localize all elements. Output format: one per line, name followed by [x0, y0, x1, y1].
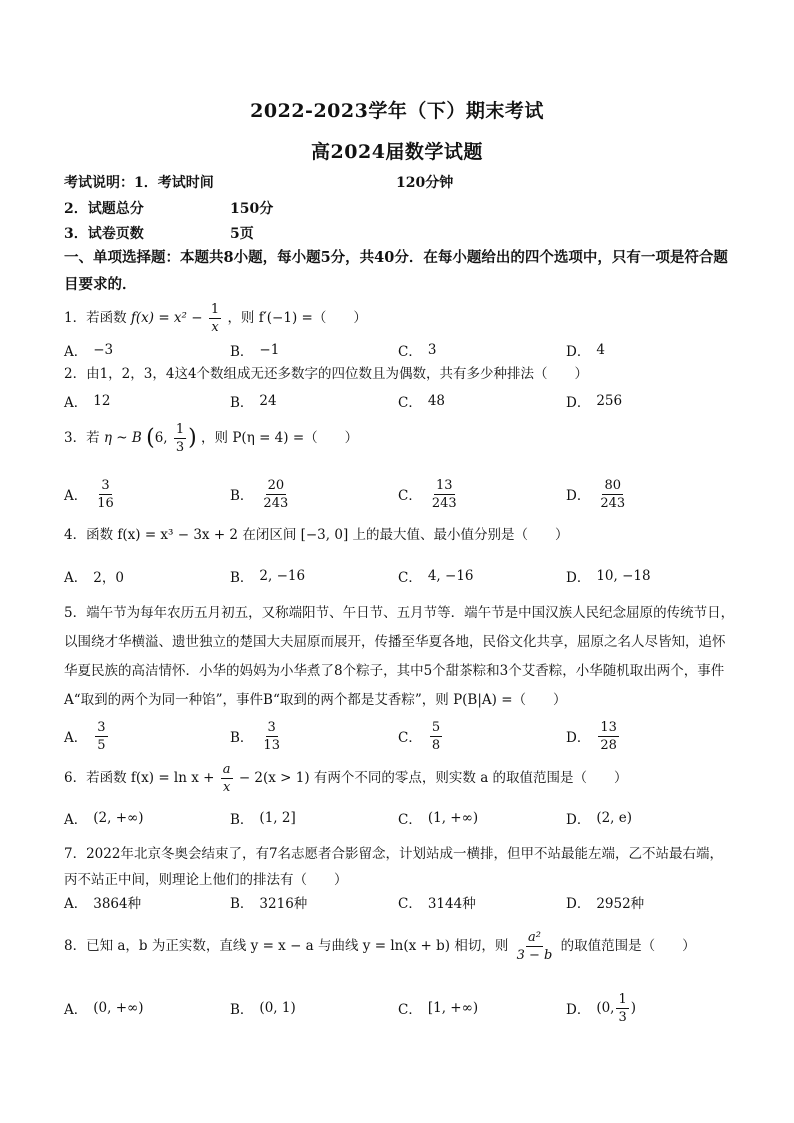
option-c[interactable]: [398, 556, 474, 596]
fraction-denominator: 3: [618, 1009, 627, 1025]
option-value: 12: [93, 393, 111, 409]
fraction-numerator: 13: [435, 477, 453, 493]
fraction-denominator: 5: [97, 737, 106, 753]
question-8-suffix: 的取值范围是（ ）: [560, 938, 696, 954]
option-fraction: [95, 478, 116, 511]
fraction-numerator: 1: [618, 991, 627, 1007]
info-label: 3．试卷页数: [64, 226, 144, 242]
option-label: B．: [230, 730, 254, 746]
question-1-prefix: 1．若函数: [64, 310, 127, 326]
option-value: 10, −18: [596, 568, 651, 584]
option-value: [1, +∞): [427, 1000, 479, 1016]
option-value-prefix: (0,: [596, 1000, 615, 1016]
question-3-suffix: ，则 P(η = 4) =（ ）: [201, 430, 359, 446]
question-6: [64, 762, 736, 795]
option-b[interactable]: [230, 798, 296, 838]
info-label: 2．试题总分: [64, 201, 144, 217]
question-6-prefix: 6．若函数 f(x) = ln x +: [64, 770, 215, 786]
option-fraction: [430, 720, 442, 753]
option-label: B．: [230, 395, 254, 411]
question-1-function: f(x) = x² −: [130, 310, 203, 326]
option-label: C．: [398, 395, 422, 411]
option-c[interactable]: [398, 716, 444, 756]
option-fraction: [598, 478, 627, 511]
option-c[interactable]: [398, 798, 478, 838]
option-label: C．: [398, 488, 422, 504]
option-label: C．: [398, 344, 422, 360]
fraction-numerator: 3: [267, 719, 276, 735]
option-label: C．: [398, 812, 422, 828]
option-a[interactable]: [64, 474, 118, 514]
question-5-options: [64, 716, 744, 756]
option-b[interactable]: [230, 882, 307, 922]
option-fraction: [261, 478, 290, 511]
question-8-fraction: [515, 930, 555, 963]
option-label: A．: [64, 730, 88, 746]
question-7-options: [64, 882, 744, 922]
fraction-denominator: 243: [431, 495, 457, 511]
option-label: B．: [230, 896, 254, 912]
option-d[interactable]: [566, 716, 621, 756]
option-label: D．: [566, 488, 591, 504]
option-a[interactable]: [64, 716, 110, 756]
option-label: D．: [566, 395, 591, 411]
fraction-numerator: 3: [97, 719, 106, 735]
option-value: −3: [93, 342, 114, 358]
option-value: 48: [427, 393, 446, 409]
fraction-denominator: 243: [263, 495, 289, 511]
option-value: 3864种: [93, 896, 142, 912]
fraction-denominator: 243: [600, 495, 626, 511]
fraction-denominator: 3: [175, 440, 185, 455]
option-label: A．: [64, 395, 88, 411]
option-b[interactable]: [230, 556, 305, 596]
option-label: B．: [230, 570, 254, 586]
option-fraction: [598, 720, 619, 753]
right-paren: ): [188, 425, 197, 451]
option-a[interactable]: [64, 381, 110, 421]
option-label: C．: [398, 570, 422, 586]
option-b[interactable]: [230, 716, 284, 756]
option-value: 4, −16: [427, 568, 474, 584]
option-label: D．: [566, 730, 591, 746]
question-5: 5．端午节为每年农历五月初五，又称端阳节、午日节、五月节等．端午节是中国汉族人民纪念屈原的传统节日，以围绕才华横溢、遗世独立的楚国大夫屈原而展开，传播至华夏各地，民俗文化共享，屈原之名人尽皆知，追怀华夏民族的高洁情怀．小华的妈妈为小华煮了8个粽子，其中5个甜茶粽和3个艾香粽，小华随机取出两个，事件A“取到的两个为同一种馅”，事件B“取到的两个都是艾香粽”，则 P(B|A) =（ ）: [64, 605, 735, 708]
option-label: A．: [64, 812, 88, 828]
option-fraction: [616, 992, 628, 1025]
option-fraction: [430, 478, 459, 511]
option-c[interactable]: [398, 882, 476, 922]
option-a[interactable]: [64, 556, 124, 596]
option-value-suffix: ): [630, 1000, 637, 1016]
option-value: 2, −16: [259, 568, 306, 584]
option-label: C．: [398, 896, 422, 912]
question-3: [64, 422, 736, 455]
question-6-fraction: [221, 762, 233, 795]
question-3-distribution: η ~ B: [103, 430, 142, 446]
option-label: B．: [230, 812, 254, 828]
exam-title: 2022-2023学年（下）期末考试: [250, 100, 544, 122]
option-value: 256: [596, 393, 623, 409]
option-value: (2, e): [596, 810, 633, 826]
fraction-numerator: 20: [267, 477, 285, 493]
left-paren: (: [146, 425, 155, 451]
fraction-numerator: 80: [604, 477, 622, 493]
option-value: 24: [259, 393, 277, 409]
option-value: 3: [427, 342, 437, 358]
option-value: (1, 2]: [259, 810, 296, 826]
fraction-denominator: x: [211, 320, 219, 335]
option-label: B．: [230, 1002, 254, 1018]
question-4-options: [64, 556, 744, 596]
question-1-suffix: ，则 f′(−1) =（ ）: [227, 310, 367, 326]
option-d[interactable]: [566, 474, 629, 514]
fraction-denominator: 16: [97, 495, 114, 511]
fraction-numerator: 1: [175, 422, 185, 437]
option-value: (0, +∞): [93, 1000, 144, 1016]
option-d[interactable]: [566, 798, 632, 838]
option-label: A．: [64, 488, 88, 504]
question-3-fraction: [174, 422, 186, 455]
info-value: 150分: [230, 201, 274, 217]
option-value: 2952种: [596, 896, 645, 912]
info-label: 考试说明：1．考试时间: [64, 175, 214, 191]
option-value: (0, 1): [259, 1000, 296, 1016]
option-fraction: [261, 720, 282, 753]
fraction-numerator: 5: [431, 719, 441, 735]
option-label: C．: [398, 1002, 422, 1018]
fraction-numerator: a²: [528, 930, 541, 945]
option-c[interactable]: [398, 988, 478, 1028]
option-a[interactable]: [64, 988, 144, 1028]
option-label: D．: [566, 1002, 591, 1018]
question-8-options: [64, 988, 744, 1028]
fraction-denominator: 13: [263, 737, 280, 753]
option-c[interactable]: [398, 474, 461, 514]
question-3-arg: 6,: [154, 430, 168, 446]
info-value: 120分钟: [396, 175, 454, 191]
fraction-numerator: 3: [101, 477, 110, 493]
option-b[interactable]: [230, 474, 292, 514]
info-value: 5页: [230, 226, 254, 242]
option-d[interactable]: [566, 381, 622, 421]
fraction-denominator: 3 − b: [516, 948, 553, 963]
exam-subtitle: 高2024届数学试题: [311, 141, 483, 163]
option-value: −1: [259, 342, 280, 358]
question-6-options: [64, 798, 744, 838]
fraction-denominator: 28: [600, 737, 617, 753]
fraction-denominator: 8: [431, 737, 441, 753]
question-8-prefix: 8．已知 a，b 为正实数，直线 y = x − a 与曲线 y = ln(x + b) 相切，则: [64, 938, 509, 954]
question-2: 2．由1，2，3，4这4个数组成无还多数字的四位数且为偶数，共有多少种排法（ ）: [64, 366, 589, 382]
question-2-options: [64, 381, 744, 421]
option-label: D．: [566, 570, 591, 586]
option-label: D．: [566, 812, 591, 828]
option-label: B．: [230, 344, 254, 360]
option-d[interactable]: [566, 556, 651, 596]
question-3-prefix: 3．若: [64, 430, 100, 446]
option-b[interactable]: [230, 381, 277, 421]
option-d[interactable]: [566, 988, 636, 1028]
option-b[interactable]: [230, 988, 296, 1028]
option-label: C．: [398, 730, 422, 746]
question-8: [64, 930, 736, 963]
option-value: 3144种: [427, 896, 476, 912]
option-a[interactable]: [64, 882, 141, 922]
option-a[interactable]: [64, 798, 144, 838]
option-label: A．: [64, 570, 88, 586]
option-label: D．: [566, 896, 591, 912]
option-value: (1, +∞): [427, 810, 479, 826]
question-7: 7．2022年北京冬奥会结束了，有7名志愿者合影留念，计划站成一横排，但甲不站最能左端，乙不站最右端，丙不站正中间，则理论上他们的排法有（ ）: [64, 846, 724, 888]
option-label: B．: [230, 488, 254, 504]
section-heading: 一、单项选择题：本题共8小题，每小题5分，共40分．在每小题给出的四个选项中，只有一项是符合题目要求的．: [64, 249, 728, 293]
question-6-suffix: − 2(x > 1) 有两个不同的零点，则实数 a 的取值范围是（ ）: [238, 770, 628, 786]
option-label: A．: [64, 896, 88, 912]
option-label: A．: [64, 344, 88, 360]
option-value: 2，0: [93, 570, 124, 586]
option-label: A．: [64, 1002, 88, 1018]
option-value: 4: [596, 342, 605, 358]
option-fraction: [95, 720, 107, 753]
option-c[interactable]: [398, 381, 445, 421]
fraction-numerator: 13: [600, 719, 617, 735]
option-value: (2, +∞): [93, 810, 144, 826]
fraction-denominator: x: [222, 780, 231, 795]
fraction-numerator: 1: [210, 302, 220, 317]
option-label: D．: [566, 344, 591, 360]
question-4: 4．函数 f(x) = x³ − 3x + 2 在闭区间 [−3, 0] 上的最大值、最小值分别是（ ）: [64, 527, 569, 543]
option-d[interactable]: [566, 882, 644, 922]
fraction-numerator: a: [222, 762, 231, 777]
question-3-options: [64, 474, 744, 514]
option-value: 3216种: [259, 896, 308, 912]
